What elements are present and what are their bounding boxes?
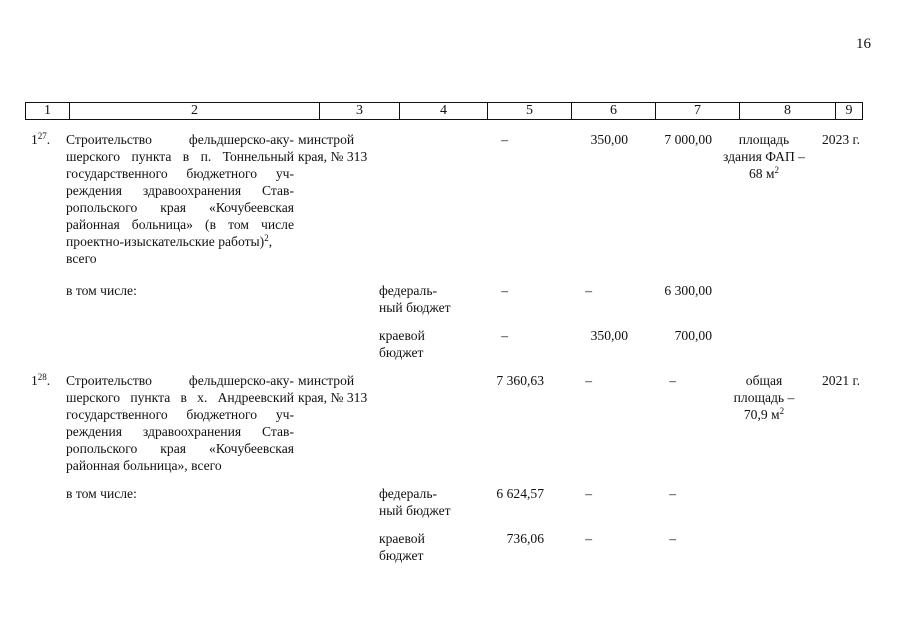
col6-value: –: [585, 283, 592, 298]
description-line: шерского пункта в п. Тоннельный: [66, 149, 294, 164]
funding-source: краевой бюджет: [379, 531, 425, 563]
description-line: районная больница», всего: [66, 458, 222, 473]
col6-value: 350,00: [590, 328, 628, 343]
header-cell-7: 7: [656, 103, 740, 119]
description-line: Строительство фельдшерско-аку-: [66, 132, 294, 147]
col7-value: 7 000,00: [664, 132, 712, 147]
header-cell-1: 1: [26, 103, 70, 119]
col8-value: площадь здания ФАП – 68 $м^2$: [723, 132, 805, 181]
description-line: реждения здравоохранения Став-: [66, 424, 294, 439]
description-line: всего: [66, 251, 97, 266]
sub-label: в том числе:: [66, 283, 137, 298]
description-line: ропольского края «Кочубеевская: [66, 200, 294, 215]
col7-value: –: [669, 486, 676, 501]
header-cell-5: 5: [488, 103, 572, 119]
funding-source: федераль- ный бюджет: [379, 486, 451, 518]
description-line: районная больница» (в том числе: [66, 217, 294, 232]
responsible-org: минстрой края, № 313: [298, 373, 368, 405]
col7-value: –: [669, 531, 676, 546]
row-description: [66, 372, 294, 474]
col5-value: –: [501, 283, 508, 298]
col6-value: –: [585, 486, 592, 501]
header-cell-4: 4: [400, 103, 488, 119]
header-cell-2: 2: [70, 103, 320, 119]
description-line: проектно-изыскательские работы)$^2$,: [66, 233, 273, 249]
description-line: Строительство фельдшерско-аку-: [66, 373, 294, 388]
row-description: [66, 131, 294, 267]
description-line: реждения здравоохранения Став-: [66, 183, 294, 198]
row-code: $1^{28}$.: [31, 372, 51, 388]
col9-value: 2023 г.: [821, 132, 860, 147]
funding-source: краевой бюджет: [379, 328, 425, 360]
col6-value: 350,00: [590, 132, 628, 147]
description-line: государственного бюджетного уч-: [66, 166, 294, 181]
header-cell-9: 9: [845, 103, 853, 118]
col9-value: 2021 г.: [821, 373, 860, 388]
col6-value: –: [585, 373, 592, 388]
header-cell-8: 8: [740, 103, 836, 119]
col7-value: 6 300,00: [664, 283, 712, 298]
col5-value: –: [501, 132, 508, 147]
description-line: ропольского края «Кочубеевская: [66, 441, 294, 456]
responsible-org: минстрой края, № 313: [298, 132, 368, 164]
funding-source: федераль- ный бюджет: [379, 283, 451, 315]
page-number: 16: [856, 36, 871, 52]
col7-value: 700,00: [674, 328, 712, 343]
table-header-row: [25, 102, 863, 120]
col8-value: общая площадь – 70,9 $м^2$: [733, 373, 795, 422]
header-cell-3: 3: [320, 103, 400, 119]
col7-value: –: [669, 373, 676, 388]
sub-label: в том числе:: [66, 486, 137, 501]
col5-value: 7 360,63: [496, 373, 544, 388]
col6-value: –: [585, 531, 592, 546]
description-line: государственного бюджетного уч-: [66, 407, 294, 422]
col5-value: –: [501, 328, 508, 343]
row-code: $1^{27}$.: [31, 131, 51, 147]
col5-value: 6 624,57: [496, 486, 544, 501]
col5-value: 736,06: [506, 531, 544, 546]
description-line: шерского пункта в х. Андреевский: [66, 390, 294, 405]
header-cell-6: 6: [572, 103, 656, 119]
